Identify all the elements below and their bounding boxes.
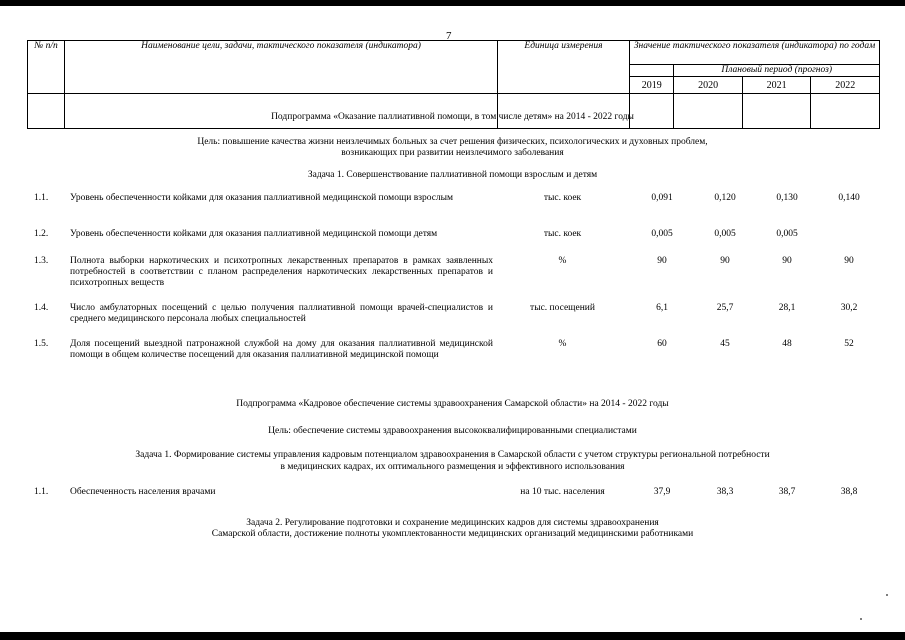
row-value-2022: 30,2 [840, 303, 858, 313]
row-name: Полнота выборки наркотических и психотропных лекарственных препаратов в рамках заявленных потребностей в соответствии с планом распределения наркотических лекарственных препаратов и психотропных веществ [70, 256, 493, 288]
row-name: Число амбулаторных посещений с целью получения паллиативной помощи врачей-специалистов и среднего медицинского персонала любых специальностей [70, 303, 493, 324]
row-name: Обеспеченность населения врачами [70, 487, 216, 497]
row-name: Уровень обеспеченности койками для оказания паллиативной медицинской помощи взрослым [70, 193, 454, 203]
row-value-2019: 0,005 [651, 229, 673, 239]
page-number: 7 [446, 30, 452, 42]
header-year-2022: 2022 [811, 77, 880, 94]
section2-title: Подпрограмма «Кадровое обеспечение системы здравоохранения Самарской области» на 2014 - 2022 годы [236, 399, 669, 409]
section2-task2-line1: Задача 2. Регулирование подготовки и сохранение медицинских кадров для системы здравоохранения [246, 518, 659, 528]
row-value-2021: 28,1 [778, 303, 796, 313]
row-unit: на 10 тыс. населения [520, 487, 605, 497]
row-value-2022: 38,8 [840, 487, 858, 497]
row-value-2020: 38,3 [716, 487, 734, 497]
row-value-2022: 0,140 [838, 193, 860, 203]
header-col-number: № п/п [28, 41, 65, 94]
row-number: 1.1. [34, 487, 49, 497]
row-name: Уровень обеспеченности койками для оказания паллиативной медицинской помощи детям [70, 229, 438, 239]
row-value-2021: 38,7 [778, 487, 796, 497]
row-number: 1.2. [34, 229, 49, 239]
row-name: Доля посещений выездной патронажной службой на дому для оказания паллиативной медицинской помощи в общем количестве посещений для оказания паллиативной медицинской помощи [70, 339, 493, 360]
row-value-2020: 0,005 [714, 229, 736, 239]
row-value-2019: 0,091 [651, 193, 673, 203]
section2-task2-line2: Самарской области, достижение полноты укомплектованности медицинских организаций медицинскими работниками [211, 529, 694, 539]
scan-speck [886, 594, 888, 596]
section2-task1-line2: в медицинских кадрах, их оптимального размещения и эффективного использования [280, 462, 625, 472]
row-unit: % [558, 339, 567, 349]
header-col-value: Значение тактического показателя (индикатора) по годам [630, 41, 880, 65]
header-col-period: Плановый период (прогноз) [674, 65, 880, 77]
section1-title: Подпрограмма «Оказание паллиативной помощи, в том числе детям» на 2014 - 2022 годы [271, 112, 634, 122]
header-year-2021: 2021 [742, 77, 810, 94]
row-value-2021: 90 [782, 256, 792, 266]
row-unit: тыс. коек [543, 229, 582, 239]
row-value-2022: 52 [844, 339, 854, 349]
section1-goal-line2: возникающих при развитии неизлечимого заболевания [341, 148, 564, 158]
row-number: 1.4. [34, 303, 49, 313]
row-unit: тыс. коек [543, 193, 582, 203]
section2-task1-line1: Задача 1. Формирование системы управления кадровым потенциалом здравоохранения в Самарской области с учетом структуры региональной потребности [135, 450, 770, 460]
section1-goal-line1: Цель: повышение качества жизни неизлечимых больных за счет решения физических, психологических и духовных проблем, [197, 137, 708, 147]
row-value-2020: 90 [720, 256, 730, 266]
row-number: 1.5. [34, 339, 49, 349]
row-number: 1.3. [34, 256, 49, 266]
top-scan-border [0, 0, 905, 6]
header-col-unit: Единица измерения [498, 41, 630, 94]
row-value-2019: 60 [657, 339, 667, 349]
section1-task: Задача 1. Совершенствование паллиативной помощи взрослым и детям [307, 170, 598, 180]
row-value-2022: 90 [844, 256, 854, 266]
row-value-2020: 25,7 [716, 303, 734, 313]
row-unit: % [558, 256, 567, 266]
scan-speck [860, 618, 862, 620]
row-value-2019: 37,9 [653, 487, 671, 497]
section2-goal: Цель: обеспечение системы здравоохранения высококвалифицированными специалистами [268, 426, 637, 436]
row-value-2021: 0,005 [776, 229, 798, 239]
header-year-2019: 2019 [630, 77, 674, 94]
header-col-name: Наименование цели, задачи, тактического показателя (индикатора) [65, 41, 498, 94]
row-value-2019: 6,1 [656, 303, 668, 313]
row-unit: тыс. посещений [530, 303, 595, 313]
row-value-2020: 45 [720, 339, 730, 349]
bottom-scan-border [0, 632, 905, 640]
row-value-2019: 90 [657, 256, 667, 266]
header-year-2020: 2020 [674, 77, 742, 94]
row-value-2021: 0,130 [776, 193, 798, 203]
row-value-2021: 48 [782, 339, 792, 349]
row-number: 1.1. [34, 193, 49, 203]
row-value-2020: 0,120 [714, 193, 736, 203]
